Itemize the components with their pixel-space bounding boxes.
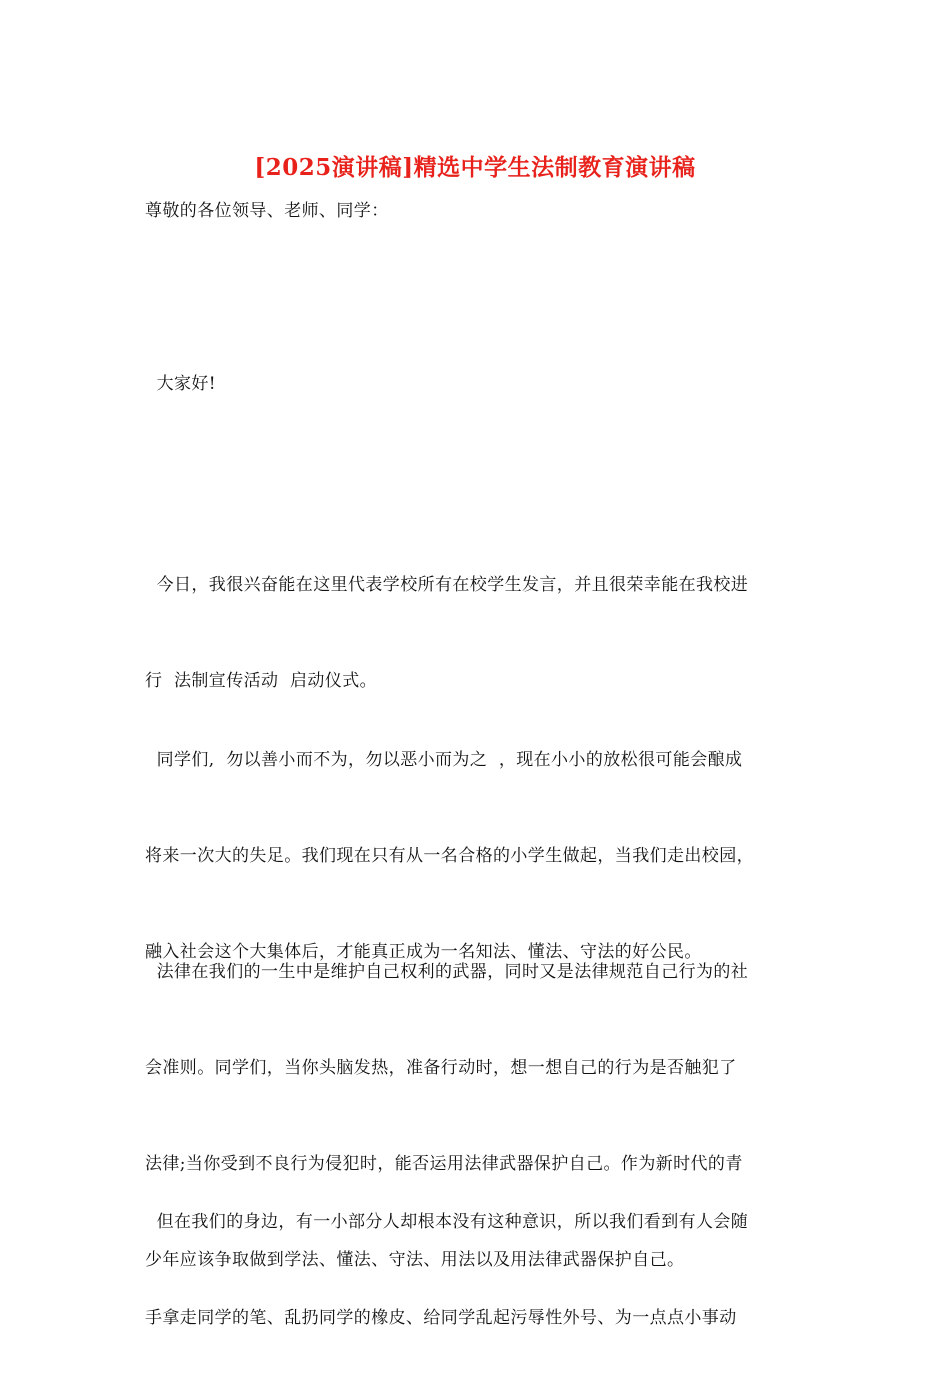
paragraph-line: 会准则。同学们，当你头脑发热，准备行动时，想一想自己的行为是否触犯了 xyxy=(145,1058,737,1078)
document-title: [2025演讲稿]精选中学生法制教育演讲稿 xyxy=(254,154,696,181)
paragraph-line: 同学们, 勿以善小而不为，勿以恶小而为之 ，现在小小的放松很可能会酿成 xyxy=(145,750,743,770)
greeting: 大家好! xyxy=(145,374,217,394)
paragraph-line: 法律;当你受到不良行为侵犯时，能否运用法律武器保护自己。作为新时代的青 xyxy=(145,1154,743,1174)
paragraph-line: 将来一次大的失足。我们现在只有从一名合格的小学生做起，当我们走出校园， xyxy=(145,846,754,866)
paragraph-line: 少年应该争取做到学法、懂法、守法、用法以及用法律武器保护自己。 xyxy=(145,1250,685,1270)
paragraph-line: 法律在我们的一生中是维护自己权利的武器，同时又是法律规范自己行为的社 xyxy=(145,962,749,982)
paragraph-line: 手拿走同学的笔、乱扔同学的橡皮、给同学乱起污辱性外号、为一点点小事动 xyxy=(145,1308,737,1328)
salutation: 尊敬的各位领导、老师、同学： xyxy=(145,201,389,221)
paragraph-4 xyxy=(145,1142,810,1398)
paragraph-line: 今日，我很兴奋能在这里代表学校所有在校学生发言，并且很荣幸能在我校进 xyxy=(145,575,749,595)
paragraph-line: 但在我们的身边，有一小部分人却根本没有这种意识，所以我们看到有人会随 xyxy=(145,1212,749,1232)
paragraph-line: 融入社会这个大集体后，才能真正成为一名知法、懂法、守法的好公民。 xyxy=(145,942,702,962)
paragraph-line: 行 法制宣传活动 启动仪式。 xyxy=(145,671,378,691)
